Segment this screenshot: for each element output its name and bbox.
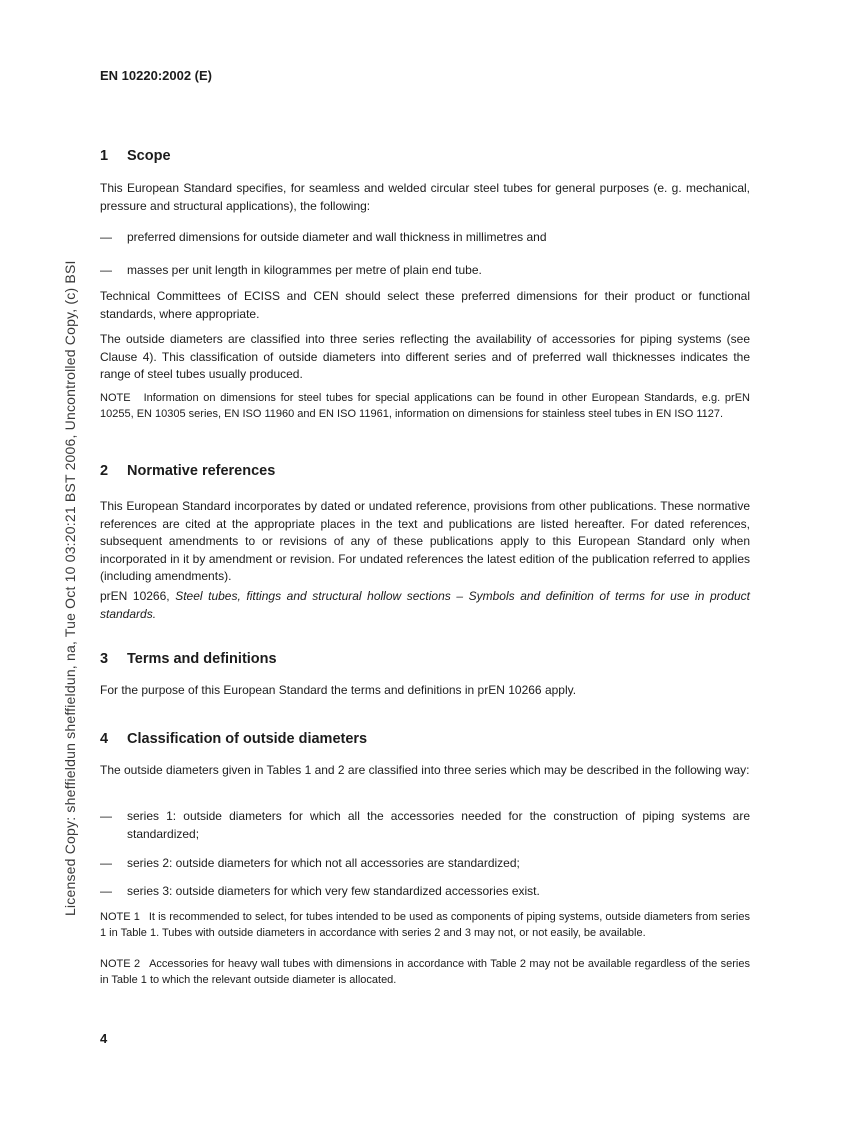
dash-bullet: — xyxy=(100,884,112,898)
section-2-number: 2 xyxy=(100,463,109,479)
list-item xyxy=(100,883,750,901)
section-1-number: 1 xyxy=(100,148,109,164)
section-1-title: Scope xyxy=(127,148,171,164)
list-item-text: series 3: outside diameters for which very few standardized accessories exist. xyxy=(127,884,540,898)
list-item-text: masses per unit length in kilogrammes per metre of plain end tube. xyxy=(127,263,482,277)
dash-bullet: — xyxy=(100,856,112,870)
list-item xyxy=(100,262,750,280)
list-item xyxy=(100,855,750,873)
page-number: 4 xyxy=(100,1031,108,1046)
section-4-number: 4 xyxy=(100,731,109,747)
note xyxy=(100,910,750,941)
list-item xyxy=(100,229,750,247)
paragraph: This European Standard specifies, for seamless and welded circular steel tubes for general purposes (e. g. mechanical, pressure and structural applications), the following: xyxy=(100,181,750,213)
note-text: Accessories for heavy wall tubes with dimensions in accordance with Table 2 may not be available regardless of the series in Table 1 to which the relevant outside diameter is allocated. xyxy=(100,958,750,986)
reference-entry xyxy=(100,588,750,623)
section-3-heading xyxy=(100,650,750,668)
note-label: NOTE 1 xyxy=(100,911,140,923)
note xyxy=(100,957,750,988)
paragraph: Technical Committees of ECISS and CEN should select these preferred dimensions for their product or functional standards, where appropriate. xyxy=(100,289,750,321)
section-3-title: Terms and definitions xyxy=(127,651,277,667)
note-text: Information on dimensions for steel tubes for special applications can be found in other European Standards, e.g. prEN 10255, EN 10305 series, EN ISO 11960 and EN ISO 11961, information on dimensions for stainless steel tubes in EN ISO 1127. xyxy=(100,392,750,420)
note-label: NOTE xyxy=(100,392,131,404)
paragraph: The outside diameters given in Tables 1 and 2 are classified into three series which may be described in the following way: xyxy=(100,763,750,777)
section-4-title: Classification of outside diameters xyxy=(127,731,368,747)
list-item-text: preferred dimensions for outside diameter and wall thickness in millimetres and xyxy=(127,230,547,244)
paragraph: For the purpose of this European Standard the terms and definitions in prEN 10266 apply. xyxy=(100,683,577,697)
section-4-heading xyxy=(100,730,750,748)
section-2-heading xyxy=(100,462,750,480)
note-text: It is recommended to select, for tubes intended to be used as components of piping systems, outside diameters from series 1 in Table 1. Tubes with outside diameters in accordance with series 2 and 3 may not, or not easily, be available. xyxy=(100,911,750,939)
reference-title: Steel tubes, fittings and structural hollow sections – Symbols and definition of terms for use in product standards. xyxy=(100,589,750,621)
section-1-heading xyxy=(100,147,750,165)
license-sidebar-text: Licensed Copy: sheffieldun sheffieldun, na, Tue Oct 10 03:20:21 BST 2006, Uncontrolled Copy, (c) BSI xyxy=(62,260,78,916)
dash-bullet: — xyxy=(100,263,112,277)
list-item-text: series 1: outside diameters for which all the accessories needed for the construction of piping systems are standardized; xyxy=(127,809,750,841)
paragraph: This European Standard incorporates by dated or undated reference, provisions from other publications. These normative references are cited at the appropriate places in the text and publications are listed hereafter. For dated references, subsequent amendments to or revisions of any of these publications apply to this European Standard only when incorporated in it by amendment or revision. For undated references the latest edition of the publication referred to applies (including amendments). xyxy=(100,499,750,583)
note xyxy=(100,391,750,422)
document-header: EN 10220:2002 (E) xyxy=(100,68,213,83)
list-item xyxy=(100,808,750,843)
note-label: NOTE 2 xyxy=(100,958,141,970)
dash-bullet: — xyxy=(100,809,112,823)
section-2-title: Normative references xyxy=(127,463,276,479)
paragraph: The outside diameters are classified into three series reflecting the availability of accessories for piping systems (see Clause 4). This classification of outside diameters into different series and of preferred wall thicknesses indicates the range of steel tubes usually produced. xyxy=(100,332,750,381)
reference-designation: prEN 10266, xyxy=(100,589,176,603)
dash-bullet: — xyxy=(100,230,112,244)
section-3-number: 3 xyxy=(100,651,109,667)
list-item-text: series 2: outside diameters for which not all accessories are standardized; xyxy=(127,856,520,870)
